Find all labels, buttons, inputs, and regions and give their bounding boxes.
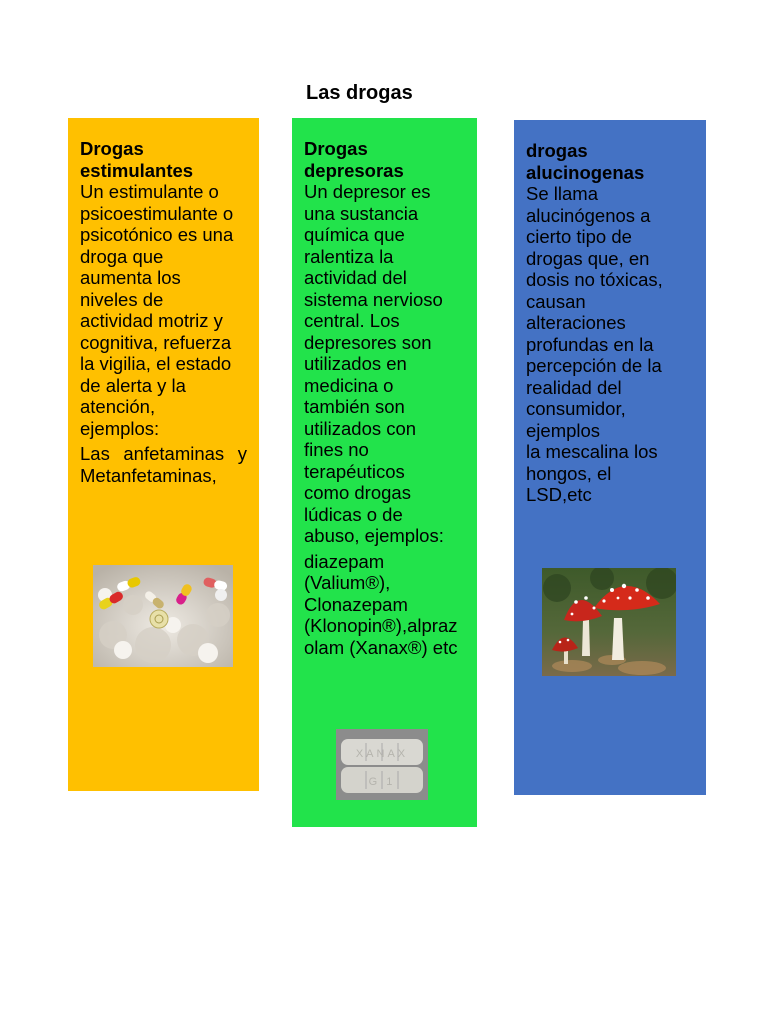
example-line: Clonazepam — [304, 593, 408, 615]
body-line: causan — [526, 290, 586, 312]
heading-line: alucinogenas — [526, 161, 645, 183]
column-body — [304, 181, 465, 547]
body-line: terapéuticos — [304, 460, 405, 482]
pills-powder-image — [93, 565, 233, 667]
mushrooms-image — [542, 568, 676, 676]
body-line: psicotónico es una — [80, 224, 234, 245]
body-line: ejemplos — [526, 419, 601, 441]
body-line: central. Los — [304, 310, 400, 331]
example-line: olam (Xanax®) etc — [304, 636, 458, 658]
body-line: drogas que, en — [526, 247, 650, 269]
body-line: cierto tipo de — [526, 226, 632, 247]
body-line: lúdicas o de — [304, 503, 403, 525]
body-line: droga que — [80, 245, 164, 267]
heading-line: Drogas — [304, 138, 368, 159]
body-line: atención, — [80, 396, 156, 417]
body-line: utilizados con — [304, 417, 417, 439]
heading-line: estimulantes — [80, 159, 194, 181]
body-line: Un estimulante o — [80, 181, 219, 202]
body-line: realidad del — [526, 376, 622, 398]
body-line: percepción de la — [526, 355, 662, 376]
column-heading — [526, 140, 694, 183]
example-line: diazepam — [304, 550, 385, 572]
example-line: (Valium®), — [304, 572, 391, 593]
body-line: la vigilia, el estado — [80, 353, 232, 374]
body-line: alteraciones — [526, 312, 626, 333]
column-heading — [80, 138, 247, 181]
xanax-tablet-image — [336, 729, 428, 800]
body-line: fines no — [304, 439, 369, 460]
body-line: sistema nervioso — [304, 288, 443, 310]
body-line: depresores son — [304, 331, 432, 353]
tablet-imprint-bottom: G 1 — [368, 776, 396, 788]
example-line: Metanfetaminas, — [80, 464, 217, 486]
body-line: niveles de — [80, 288, 164, 310]
body-line: alucinógenos a — [526, 204, 651, 226]
column-body — [80, 181, 247, 439]
body-line: ralentiza la — [304, 245, 394, 267]
heading-line: drogas — [526, 140, 588, 161]
body-line: cognitiva, refuerza — [80, 331, 232, 353]
column-heading — [304, 138, 465, 181]
column-examples — [304, 551, 465, 659]
example-line: la mescalina los — [526, 441, 658, 462]
tablet-imprint-top: XANAX — [355, 748, 409, 760]
column-alucinogenas — [514, 120, 706, 795]
body-line: actividad motriz y — [80, 310, 223, 331]
page-title: Las drogas — [306, 82, 413, 104]
example-line: Las anfetaminas y — [80, 443, 247, 464]
body-line: actividad del — [304, 267, 407, 288]
body-line: profundas en la — [526, 333, 654, 355]
body-line: dosis no tóxicas, — [526, 269, 663, 290]
body-line: abuso, ejemplos: — [304, 525, 444, 546]
body-line: también son — [304, 396, 405, 417]
column-examples — [526, 441, 694, 506]
column-estimulantes — [68, 118, 259, 791]
body-line: Un depresor es — [304, 181, 431, 202]
heading-line: Drogas — [80, 138, 144, 159]
body-line: Se llama — [526, 183, 598, 204]
body-line: como drogas — [304, 482, 411, 503]
body-line: utilizados en — [304, 353, 407, 374]
example-line: hongos, el — [526, 462, 612, 484]
column-body — [526, 183, 694, 441]
example-line: LSD,etc — [526, 484, 592, 505]
column-depresoras — [292, 118, 477, 827]
body-line: química que — [304, 224, 405, 245]
body-line: aumenta los — [80, 267, 181, 288]
body-line: de alerta y la — [80, 374, 186, 396]
body-line: consumidor, — [526, 398, 626, 419]
column-examples — [80, 443, 247, 486]
body-line: psicoestimulante o — [80, 202, 234, 224]
body-line: una sustancia — [304, 202, 419, 224]
example-line: (Klonopin®),alpraz — [304, 615, 458, 636]
body-line: ejemplos: — [80, 417, 160, 439]
body-line: medicina o — [304, 374, 394, 396]
heading-line: depresoras — [304, 159, 404, 181]
